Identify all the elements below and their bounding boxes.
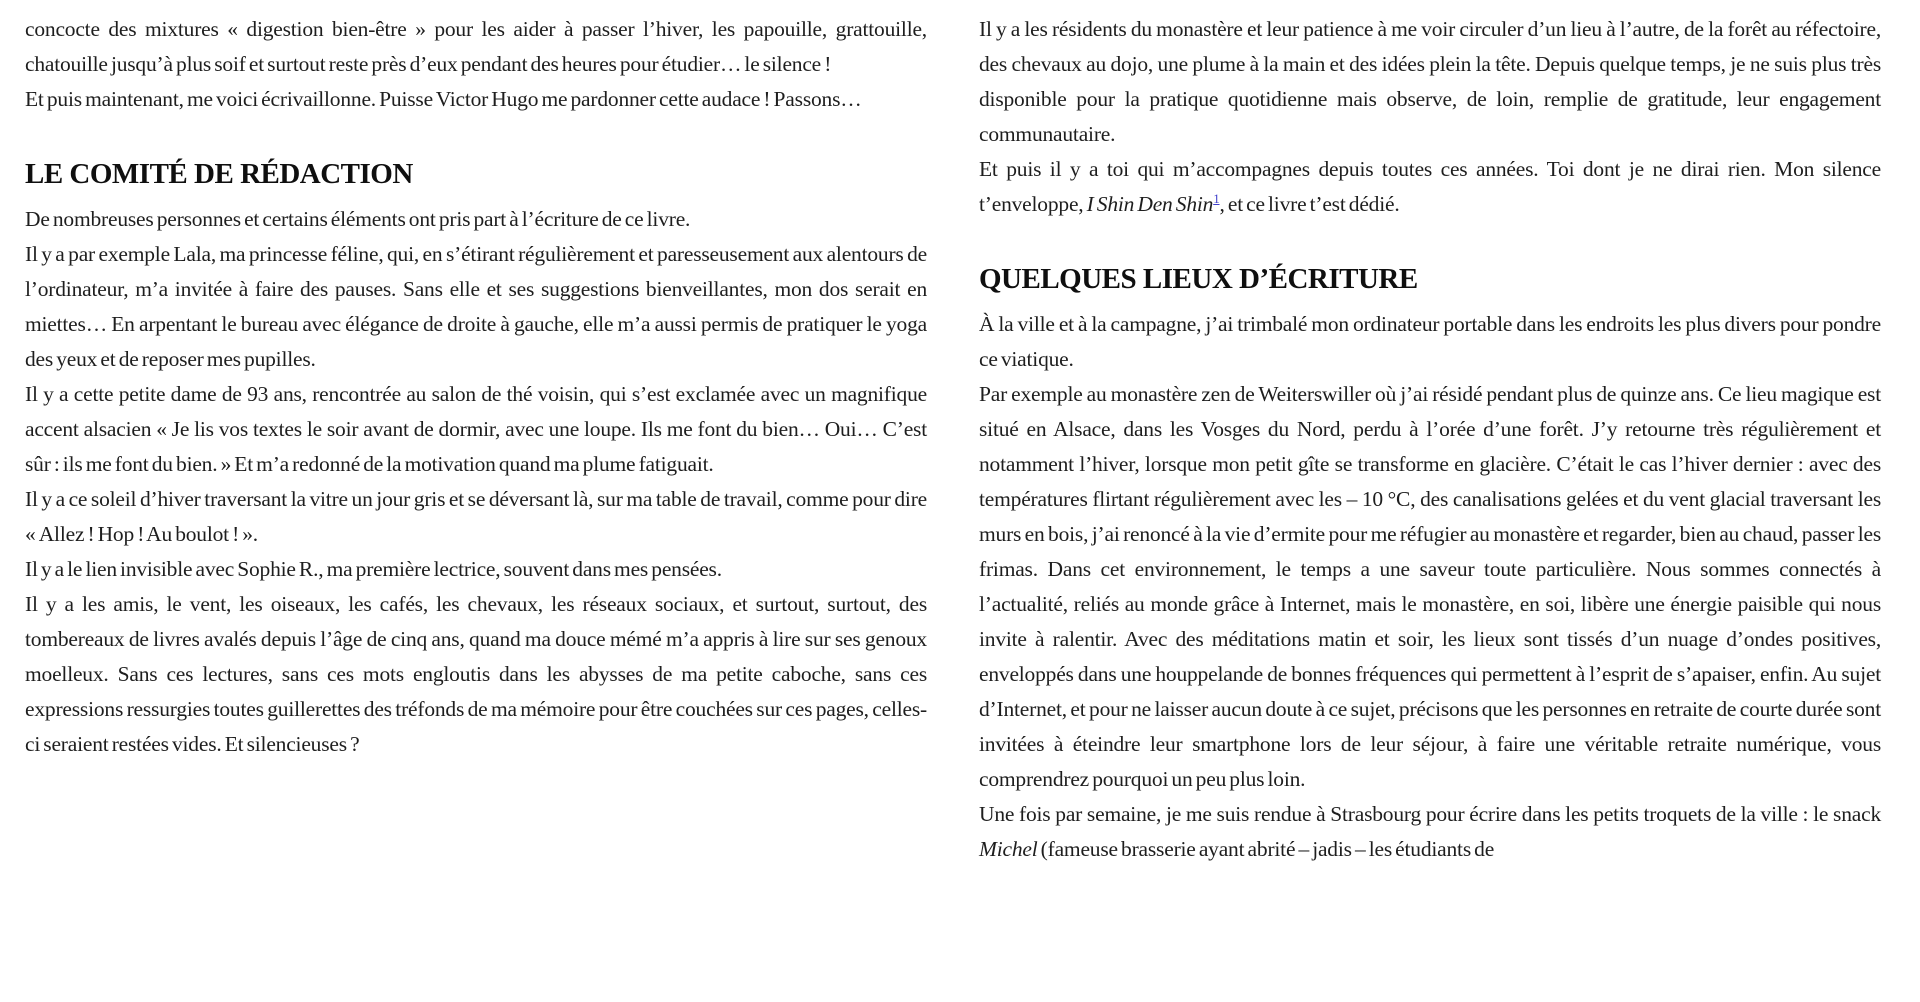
paragraph-continuation: concocte des mixtures « digestion bien-être » pour les aider à passer l’hiver, les papouille, grattouille, chatouille jusqu’à plus soif et surtout reste près d’eux pendant des heures pour étudier… le silence ! — [25, 17, 927, 76]
paragraph: De nombreuses personnes et certains éléments ont pris part à l’écriture de ce livre. — [25, 207, 691, 231]
paragraph: Et puis maintenant, me voici écrivaillonne. Puisse Victor Hugo me pardonner cette audace ! Passons… — [25, 87, 862, 111]
paragraph: Par exemple au monastère zen de Weiterswiller où j’ai résidé pendant plus de quinze ans. Ce lieu magique est situé en Alsace, dans les Vosges du Nord, perdu à l’orée d’une forêt. J’y retourne très régulièrement et notamment l’hiver, lorsque mon petit gîte se transforme en glacière. C’était le cas l’hiver dernier : avec des températures flirtant régulièrement avec les – 10 °C, des canalisations gelées et du vent glacial traversant les murs en bois, j’ai renoncé à la vie d’ermite pour me réfugier au monastère et regarder, bien au chaud, passer les frimas. Dans cet environnement, le temps a une saveur toute particulière. Nous sommes connectés à l’actualité, reliés au monde grâce à Internet, mais le monastère, en soi, libère une énergie paisible qui nous invite à ralentir. Avec des méditations matin et soir, les lieux sont tissés d’un nuage d’ondes positives, enveloppés dans une houppelande de bonnes fréquences qui permettent à l’esprit de s’apaiser, enfin. Au sujet d’Internet, et pour ne laisser aucun doute à ce sujet, précisons que les personnes en retraite de courte durée sont invitées à éteindre leur smartphone lors de leur séjour, à faire une véritable retraite numérique, vous comprendrez pourquoi un peu plus loin. — [979, 382, 1881, 791]
text-run: , et ce livre t’est dédié. — [1219, 192, 1400, 216]
left-page-column — [25, 12, 927, 1002]
text-run: (fameuse brasserie ayant abrité – jadis – les étudiants de — [1037, 837, 1495, 861]
section-heading-comite: LE COMITÉ DE RÉDACTION — [25, 158, 413, 190]
text-run: Et puis il y a toi qui m’accompagnes depuis toutes ces années. Toi dont je ne dirai rien. Mon silence t’enveloppe, — [979, 157, 1881, 216]
paragraph-snack — [979, 797, 1881, 867]
right-page-column — [979, 12, 1881, 1002]
paragraph: Il y a les amis, le vent, les oiseaux, les cafés, les chevaux, les réseaux sociaux, et surtout, surtout, des tombereaux de livres avalés depuis l’âge de cinq ans, quand ma douce mémé m’a appris à lire sur ses genoux moelleux. Sans ces lectures, sans ces mots engloutis dans les abysses de ma petite caboche, sans ces expressions ressurgies toutes guillerettes des tréfonds de ma mémoire pour être couchées sur ces pages, celles-ci seraient restées vides. Et silencieuses ? — [25, 592, 927, 756]
text-run: Une fois par semaine, je me suis rendue à Strasbourg pour écrire dans les petits troquets de la ville : le snack — [979, 802, 1881, 826]
section-heading-lieux: QUELQUES LIEUX D’ÉCRITURE — [979, 263, 1418, 295]
paragraph: À la ville et à la campagne, j’ai trimbalé mon ordinateur portable dans les endroits les plus divers pour pondre ce viatique. — [979, 312, 1881, 371]
paragraph: Il y a par exemple Lala, ma princesse féline, qui, en s’étirant régulièrement et paresseusement aux alentours de l’ordinateur, m’a invitée à faire des pauses. Sans elle et ses suggestions bienveillantes, mon dos serait en miettes… En arpentant le bureau avec élégance de droite à gauche, elle m’a aussi permis de pratiquer le yoga des yeux et de reposer mes pupilles. — [25, 242, 927, 371]
footnote-link-1[interactable]: 1 — [1213, 190, 1220, 206]
paragraph: Il y a le lien invisible avec Sophie R., ma première lectrice, souvent dans mes pensées. — [25, 557, 722, 581]
italic-text: Michel — [979, 837, 1038, 861]
paragraph: Il y a ce soleil d’hiver traversant la vitre un jour gris et se déversant là, sur ma table de travail, comme pour dire « Allez ! Hop ! Au boulot ! ». — [25, 487, 927, 546]
paragraph-dedication — [979, 152, 1881, 222]
italic-text: I Shin Den Shin — [1086, 192, 1214, 216]
paragraph: Il y a cette petite dame de 93 ans, rencontrée au salon de thé voisin, qui s’est exclamée avec un magnifique accent alsacien « Je lis vos textes le soir avant de dormir, avec une loupe. Ils me font du bien… Oui… C’est sûr : ils me font du bien. » Et m’a redonné de la motivation quand ma plume fatiguait. — [25, 382, 927, 476]
paragraph: Il y a les résidents du monastère et leur patience à me voir circuler d’un lieu à l’autre, de la forêt au réfectoire, des chevaux au dojo, une plume à la main et des idées plein la tête. Depuis quelque temps, je ne suis plus très disponible pour la pratique quotidienne mais observe, de loin, remplie de gratitude, leur engagement communautaire. — [979, 17, 1881, 146]
